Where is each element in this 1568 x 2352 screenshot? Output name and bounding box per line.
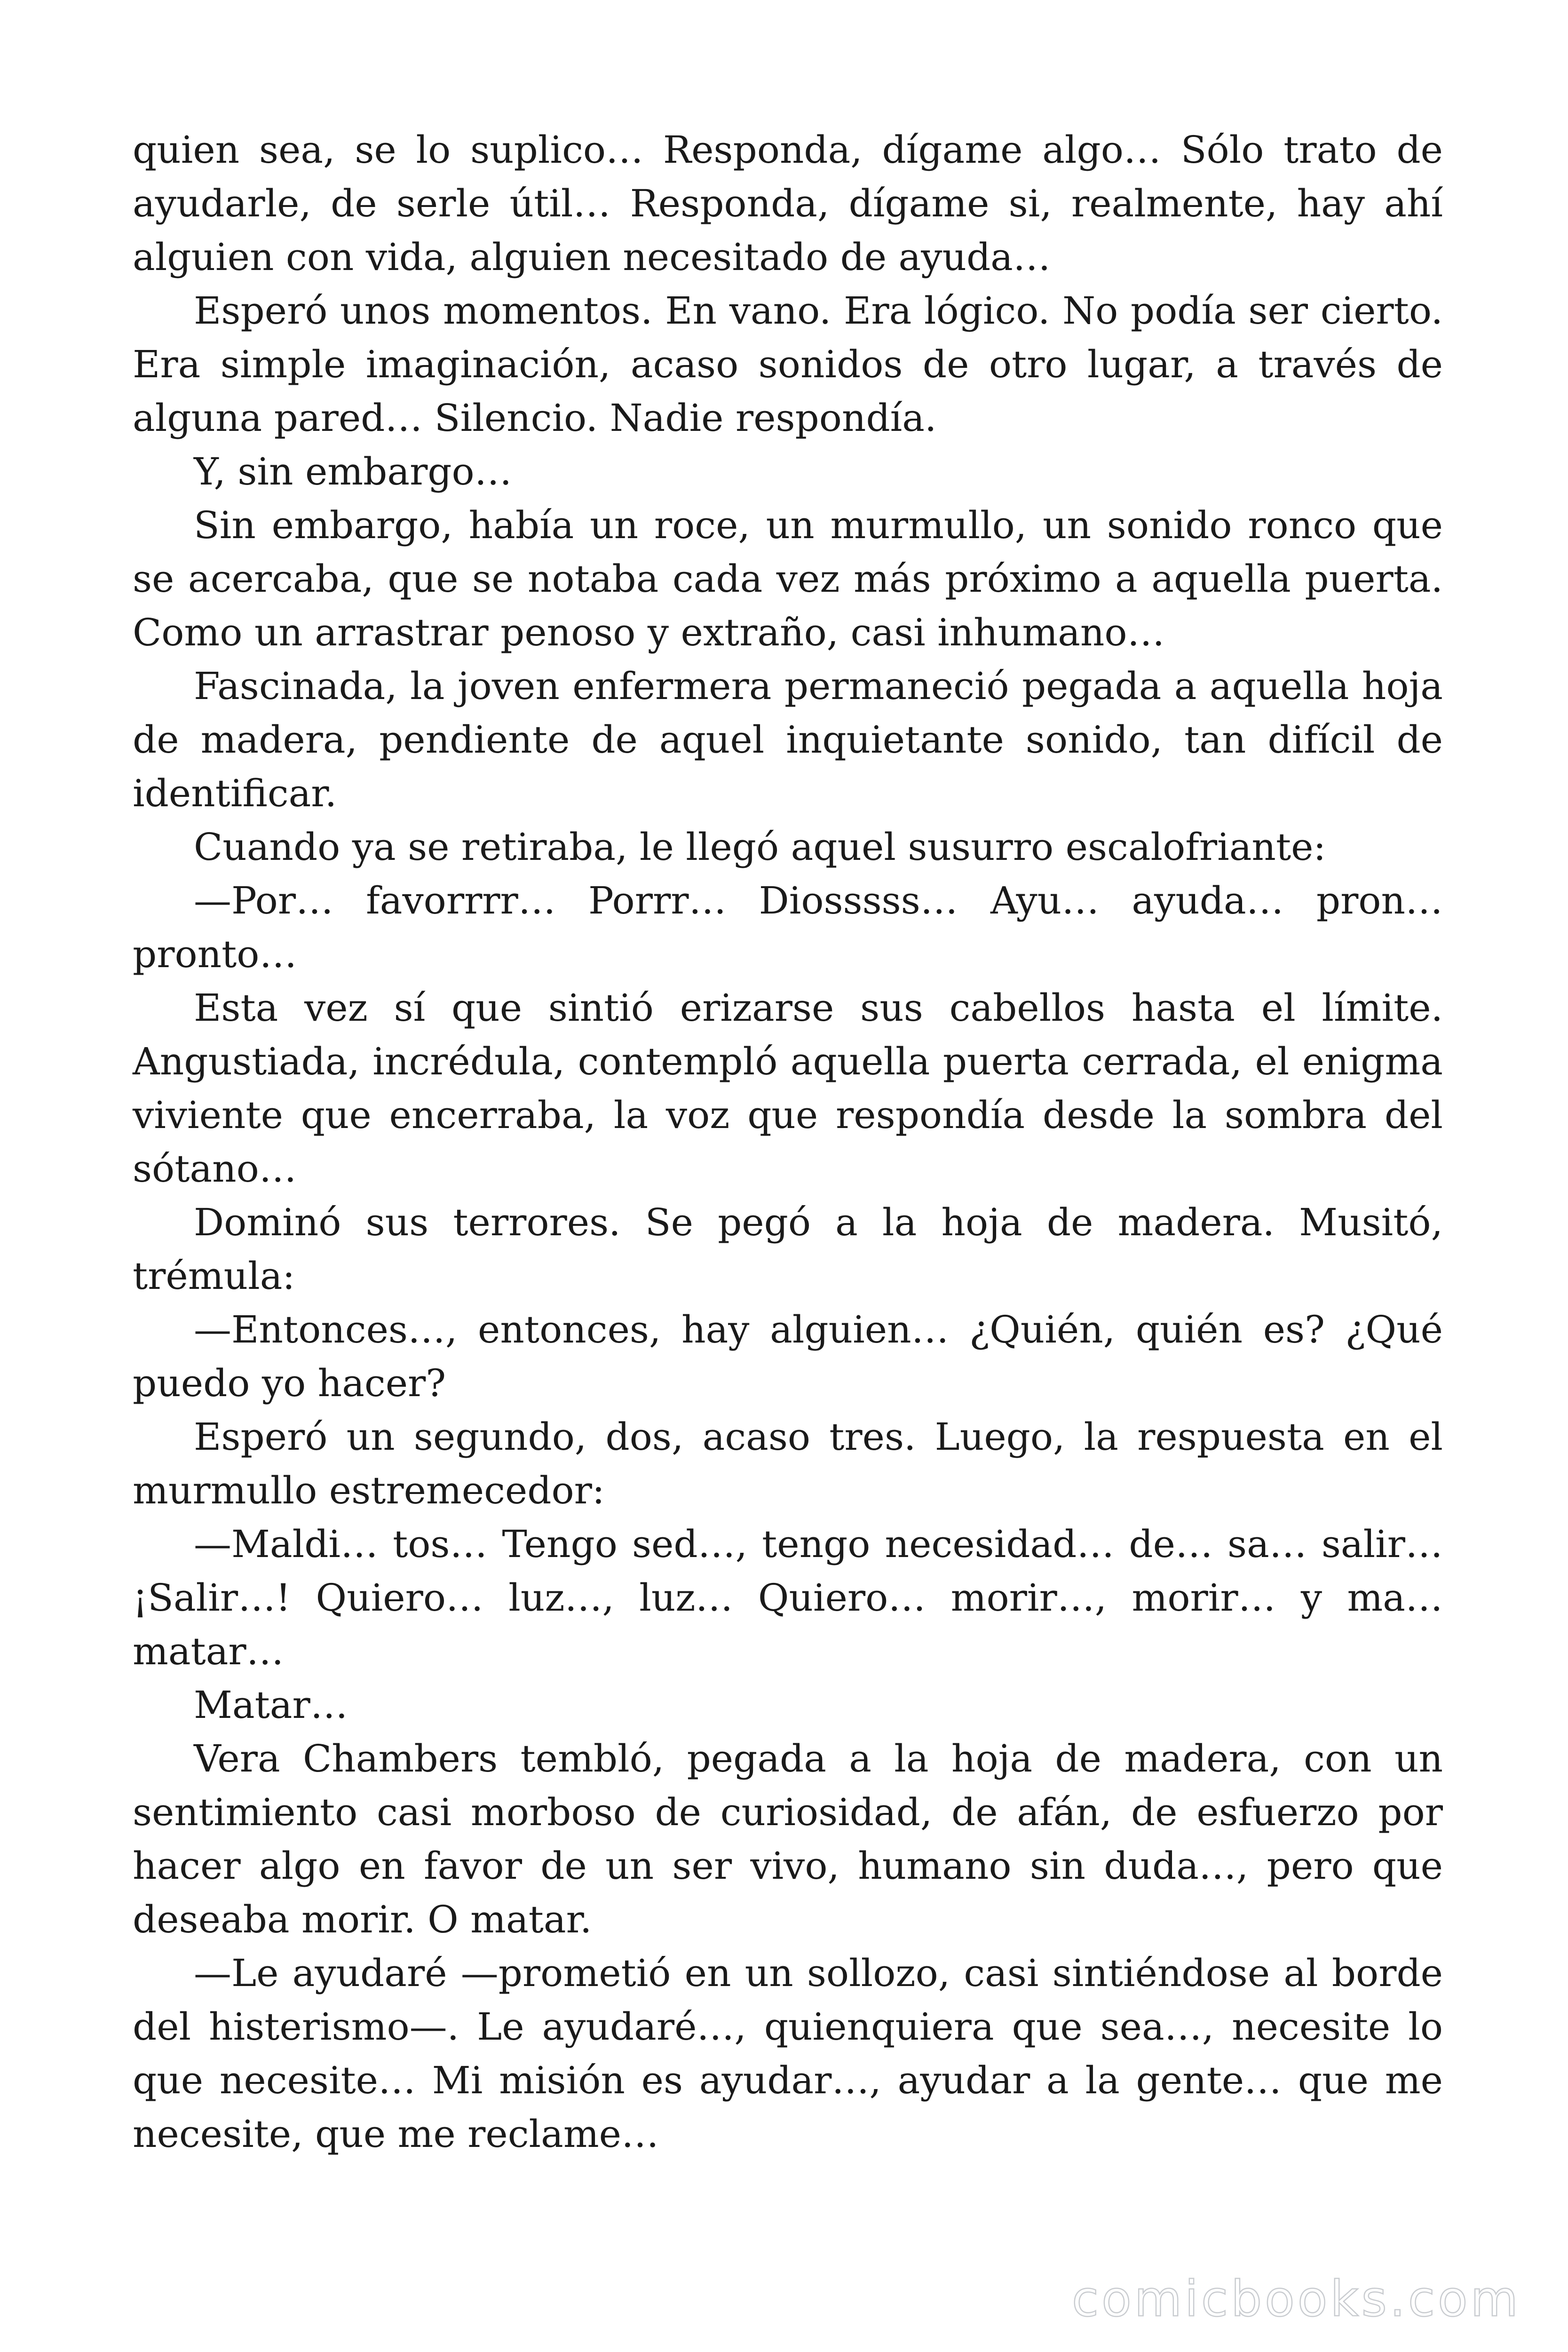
paragraph: Fascinada, la joven enfermera permaneció pegada a aquella hoja de madera, pendiente de aquel inquietante sonido, tan difícil de identificar. [133, 664, 1443, 815]
paragraph: Esperó unos momentos. En vano. Era lógico. No podía ser cierto. Era simple imaginación, acaso sonidos de otro lugar, a través de alguna pared… Silencio. Nadie respondía. [133, 289, 1443, 440]
paragraph: Sin embargo, había un roce, un murmullo, un sonido ronco que se acercaba, que se notaba cada vez más próximo a aquella puerta. Como un arrastrar penoso y extraño, casi inhumano… [133, 503, 1443, 654]
paragraph: Esperó un segundo, dos, acaso tres. Luego, la respuesta en el murmullo estremecedor: [133, 1415, 1443, 1512]
paragraph: Matar… [194, 1683, 348, 1727]
paragraph: —Le ayudaré —prometió en un sollozo, casi sintiéndose al borde del histerismo—. Le ayudaré…, quienquiera que sea…, necesite lo que necesite… Mi misión es ayudar…, ayudar a la gente… que me necesite, que me reclame… [133, 1951, 1443, 2156]
paragraph: Vera Chambers tembló, pegada a la hoja de madera, con un sentimiento casi morboso de curiosidad, de afán, de esfuerzo por hacer algo en favor de un ser vivo, humano sin duda…, pero que deseaba morir. O matar. [133, 1737, 1443, 1941]
paragraph: —Maldi… tos… Tengo sed…, tengo necesidad… de… sa… salir… ¡Salir…! Quiero… luz…, luz… Quiero… morir…, morir… y ma… matar… [133, 1522, 1443, 1673]
paragraph: Cuando ya se retiraba, le llegó aquel susurro escalofriante: [194, 825, 1326, 869]
paragraph: Esta vez sí que sintió erizarse sus cabellos hasta el límite. Angustiada, incrédula, contempló aquella puerta cerrada, el enigma viviente que encerraba, la voz que respondía desde la sombra del sótano… [133, 986, 1443, 1191]
paragraph: —Entonces…, entonces, hay alguien… ¿Quién, quién es? ¿Qué puedo yo hacer? [133, 1308, 1443, 1405]
page-body [133, 123, 1443, 2161]
paragraph: Y, sin embargo… [194, 450, 512, 493]
paragraph: —Por… favorrrr… Porrr… Diosssss… Ayu… ayuda… pron… pronto… [133, 879, 1443, 976]
watermark: comicbooks.com [1071, 2270, 1521, 2328]
paragraph: Dominó sus terrores. Se pegó a la hoja de madera. Musitó, trémula: [133, 1200, 1443, 1298]
paragraph: quien sea, se lo suplico… Responda, dígame algo… Sólo trato de ayudarle, de serle útil… Responda, dígame si, realmente, hay ahí alguien con vida, alguien necesitado de ayuda… [133, 128, 1443, 279]
